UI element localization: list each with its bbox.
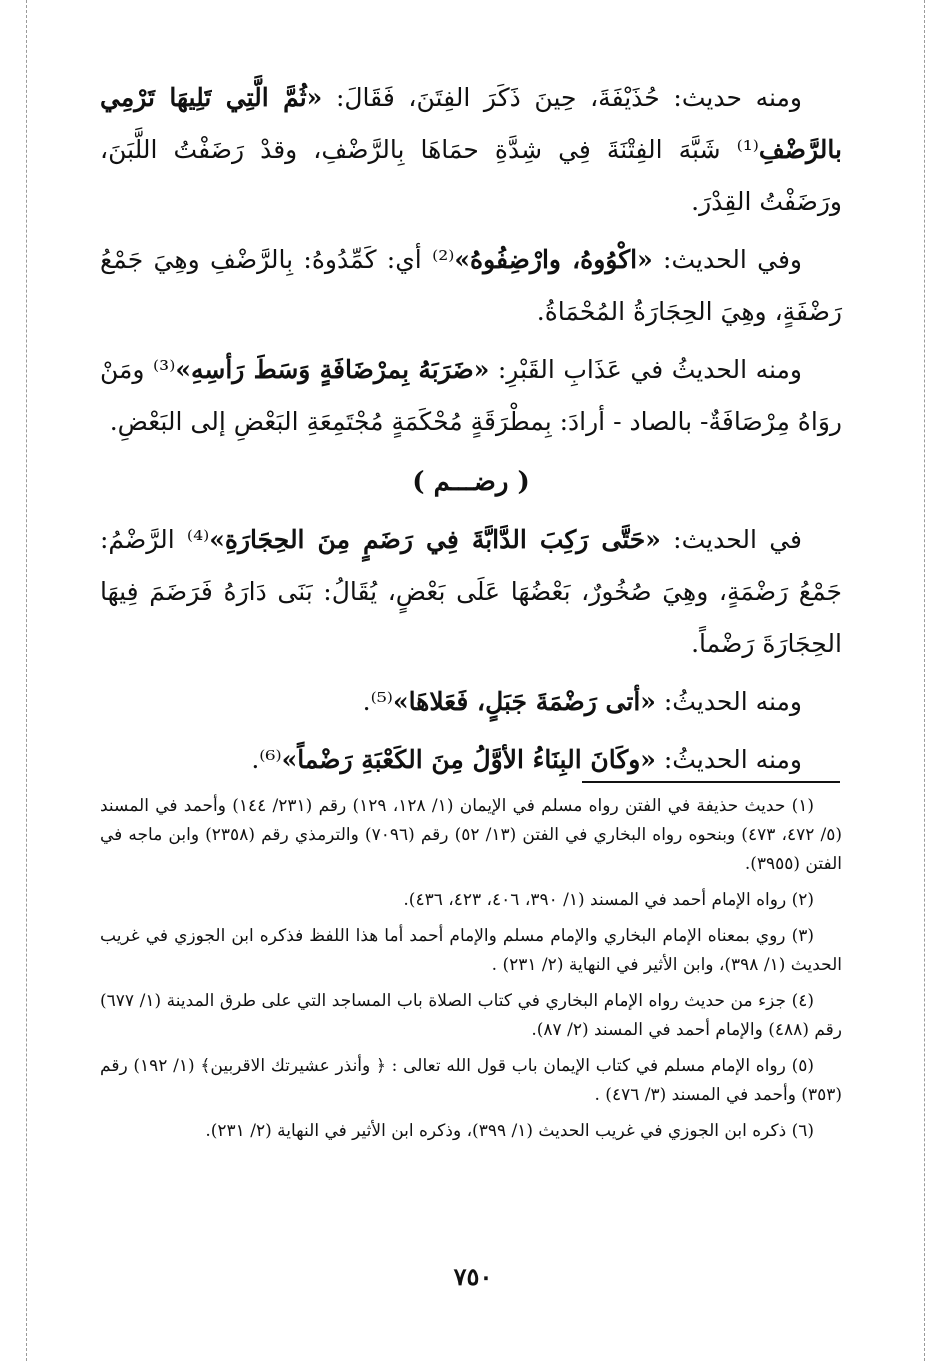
footnote-2: (٢) رواه الإمام أحمد في المسند (١/ ٣٩٠، ٤٠٦، ٤٢٣، ٤٣٦). <box>403 890 814 910</box>
hadith-quote: «اكْوُوهُ، وارْضِفُوهُ» <box>454 245 653 274</box>
paragraph-radf-fitna <box>100 72 842 228</box>
paragraph-radma-jabal <box>100 676 842 728</box>
paragraph-lead: ومنه الحديثُ: <box>655 745 802 774</box>
paragraph-lead: ومنه حديث: حُذَيْفَةَ، حِينَ ذَكَرَ الفِتَنَ، فَقَالَ: <box>322 83 802 112</box>
left-margin-line <box>26 0 27 1361</box>
paragraph-mirdafa <box>100 344 842 448</box>
hadith-quote: «ضَرَبَهُ بِمرْضَافَةٍ وَسَطَ رَأسِهِ» <box>175 355 490 384</box>
paragraph-rest: ⁽²⁾ أي: كَمِّدُوهُ: بِالرَّضْفِ وهِيَ جَمْعُ رَضْفَةٍ، وهِيَ الحِجَارَةُ المُحْمَاةُ. <box>100 245 842 326</box>
paragraph-ikwuhu <box>100 234 842 338</box>
paragraph-rest: ⁽⁶⁾. <box>251 745 282 774</box>
paragraph-lead: وفي الحديث: <box>652 245 802 274</box>
right-margin-line <box>924 0 925 1361</box>
entry-heading: ( رضـــم ) <box>412 467 530 497</box>
footnotes <box>100 792 842 1153</box>
paragraph-rest: ⁽⁵⁾. <box>362 687 393 716</box>
paragraph-kaaba <box>100 734 842 786</box>
paragraph-rest: ⁽⁴⁾ الرَّضْمُ: جَمْعُ رَضْمَةٍ، وهِيَ صُخُورٌ، بَعْضُهَا عَلَى بَعْضٍ، يُقَالُ: بَنَى دَارَهُ فَرَضَمَ فِيهَا الحِجَارَةَ رَضْماً. <box>100 525 842 658</box>
page-number: ٧٥٠ <box>453 1262 493 1291</box>
footnote-6: (٦) ذكره ابن الجوزي في غريب الحديث (١/ ٣٩٩)، وذكره ابن الأثير في النهاية (٢/ ٢٣١). <box>205 1121 814 1141</box>
paragraph-rest: ⁽¹⁾ شَبَّهَ الفِتْنَةَ فِي شِدَّةِ حمَاهَا بِالرَّضْفِ، وقدْ رَضَفْتُ اللَّبَنَ، ورَضَفْتُ القِدْرَ. <box>100 135 842 216</box>
paragraph-rest: ⁽³⁾ ومَنْ روَاهُ مِرْصَافَةٌ- بالصاد - أرادَ: بِمطْرَقَةٍ مُحْكَمَةٍ مُجْتَمِعَةِ البَعْضِ إلى البَعْضِ. <box>100 355 842 436</box>
main-text <box>100 72 842 792</box>
footnote-4: (٤) جزء من حديث رواه الإمام البخاري في كتاب الصلاة باب المساجد التي على طرق المدينة (١/ ٦٧٧) رقم (٤٨٨) والإمام أحمد في المسند (٢/ ٨٧). <box>100 991 842 1040</box>
paragraph-lead: في الحديث: <box>660 525 803 554</box>
hadith-quote: «ثُمَّ الَّتِي تَلِيهَا تَرْمِي بالرَّضْفِ <box>100 83 842 164</box>
hadith-quote: «وكَانَ البِنَاءُ الأوَّلُ مِنَ الكَعْبَةِ رَضْماً» <box>281 745 656 774</box>
paragraph-lead: ومنه الحديثُ في عَذَابِ القَبْرِ: <box>489 355 802 384</box>
footnote-1: (١) حديث حذيفة في الفتن رواه مسلم في الإيمان (١/ ١٢٨، ١٢٩) رقم (٢٣١/ ١٤٤) وأحمد في المسند (٥/ ٤٧٢، ٤٧٣) وبنحوه رواه البخاري في الفتن (١٣/ ٥٢) رقم (٧٠٩٦) والترمذي رقم (٢٣٥٨) وابن ماجه في الفتن (٣٩٥٥). <box>100 796 842 874</box>
footnote-separator <box>582 781 840 783</box>
footnote-3: (٣) روي بمعناه الإمام البخاري والإمام مسلم والإمام أحمد أما هذا اللفظ فذكره ابن الجوزي في غريب الحديث (١/ ٣٩٨)، وابن الأثير في النهاية (٢/ ٢٣١) . <box>100 926 842 975</box>
paragraph-radam <box>100 514 842 670</box>
footnote-5: (٥) رواه الإمام مسلم في كتاب الإيمان باب قول الله تعالى : ﴿ وأنذر عشيرتك الاقربين﴾ (١/ ١٩٢) رقم (٣٥٣) وأحمد في المسند (٣/ ٤٧٦) . <box>100 1056 842 1105</box>
hadith-quote: «حَتَّى رَكِبَ الدَّابَّةَ فِي رَضَمٍ مِنَ الحِجَارَةِ» <box>209 525 661 554</box>
hadith-quote: «أتى رَضْمَةَ جَبَلٍ، فَعَلاهَا» <box>392 687 656 716</box>
paragraph-lead: ومنه الحديثُ: <box>655 687 802 716</box>
